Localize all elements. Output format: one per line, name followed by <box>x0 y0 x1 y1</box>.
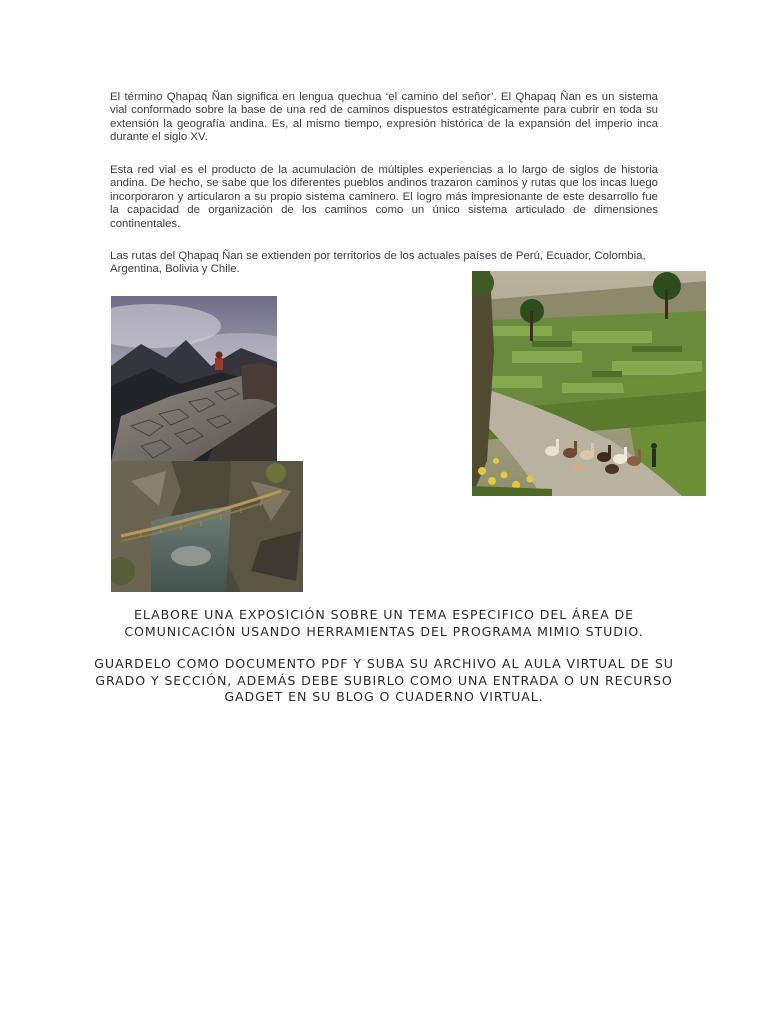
paragraph-routes-countries: Las rutas del Qhapaq Ñan se extienden por territorios de los actuales países de Perú, Ecuador, Colombia, Argentina, Bolivia y Chile. <box>110 250 646 276</box>
photo-stone-trail <box>111 296 277 462</box>
instruction-create-presentation: ELABORE UNA EXPOSICIÓN SOBRE UN TEMA ESPECIFICO DEL ÁREA DE COMUNICACIÓN USANDO HERRAMIENTAS DEL PROGRAMA MIMIO STUDIO. <box>124 607 644 639</box>
instruction-save-and-upload: GUARDELO COMO DOCUMENTO PDF Y SUBA SU ARCHIVO AL AULA VIRTUAL DE SU GRADO Y SECCIÓN, ADEMÁS DEBE SUBIRLO COMO UNA ENTRADA O UN RECURSO GADGET EN SU BLOG O CUADERNO VIRTUAL. <box>94 656 674 704</box>
paragraph-road-network-origin: Esta red vial es el producto de la acumulación de múltiples experiencias a lo largo de siglos de historia andina. De hecho, se sabe que los diferentes pueblos andinos trazaron caminos y rutas que los incas luego incorporaron y articularon a su propio sistema caminero. El logro más impresionante de este desarrollo fue la capacidad de organización de los caminos como un único sistema articulado de dimensiones continentales. <box>110 164 658 230</box>
photo-llamas-valley <box>472 271 706 496</box>
photo-rope-bridge <box>111 461 303 592</box>
paragraph-qhapaq-nan-definition: El término Qhapaq Ñan significa en lengua quechua ‘el camino del señor’. El Qhapaq Ñan es un sistema vial conformado sobre la base de una red de caminos dispuestos estratégicamente para cubrir en toda su extensión la geografía andina. Es, al mismo tiempo, expresión histórica de la expansión del imperio inca durante el siglo XV. <box>110 91 658 144</box>
